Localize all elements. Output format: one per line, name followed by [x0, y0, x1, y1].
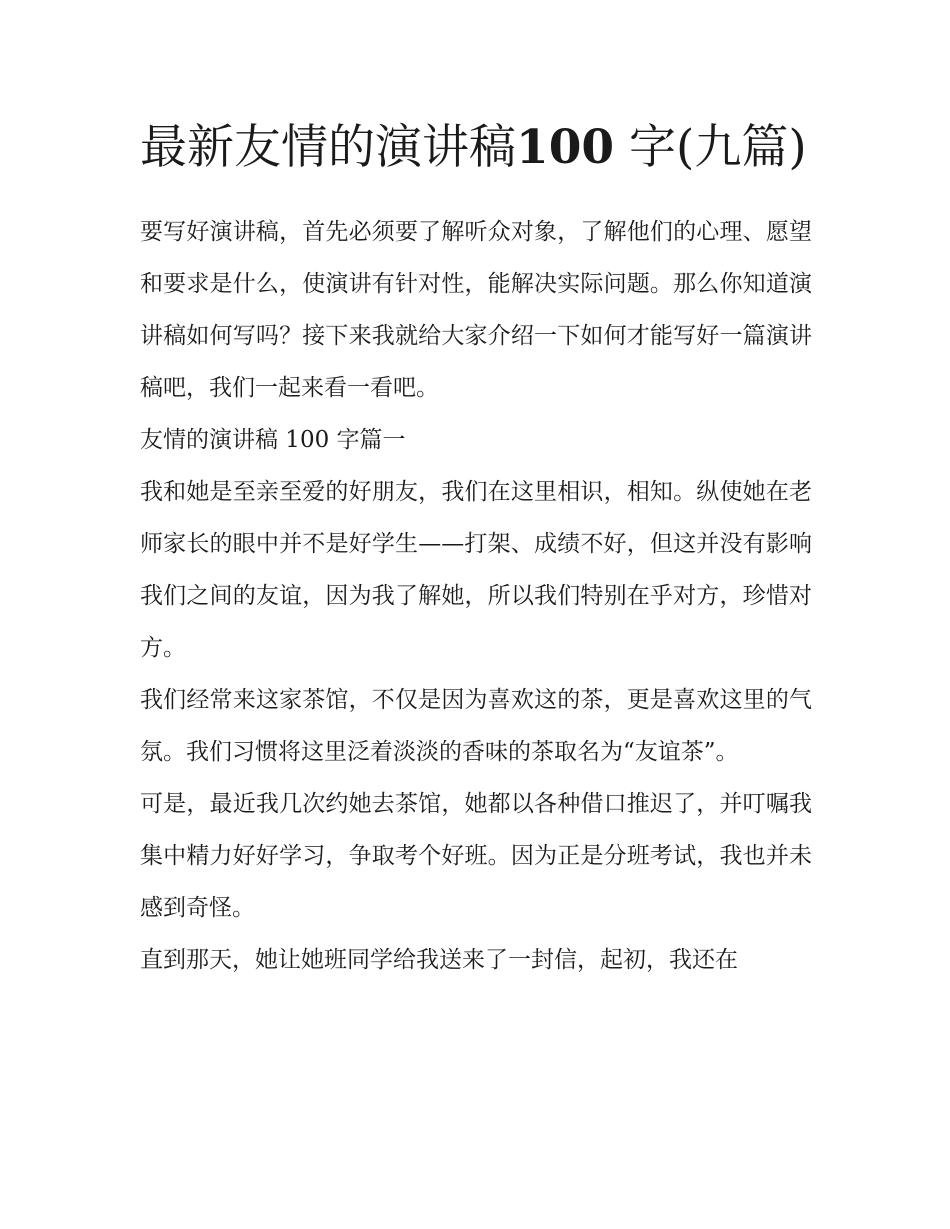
title-number: 100: [516, 120, 615, 175]
title-text-part2: 字(九篇): [614, 120, 807, 175]
section-heading: 友情的演讲稿 100 字篇一: [140, 427, 406, 453]
intro-paragraph: 要写好演讲稿，首先必须要了解听众对象，了解他们的心理、愿望和要求是什么，使演讲有针对性，能解决实际问题。那么你知道演讲稿如何写吗？接下来我就给大家介绍一下如何才能写好一篇演讲稿吧，我们一起来看一看吧。: [140, 219, 812, 401]
body-paragraph: 我们经常来这家茶馆，不仅是因为喜欢这的茶，更是喜欢这里的气氛。我们习惯将这里泛着淡淡的香味的茶取名为“友谊茶”。: [140, 687, 812, 765]
title-text-part1: 最新友情的演讲稿: [140, 120, 516, 175]
document-title: [140, 108, 812, 188]
body-paragraph: 可是，最近我几次约她去茶馆，她都以各种借口推迟了，并叮嘱我集中精力好好学习，争取考个好班。因为正是分班考试，我也并未感到奇怪。: [140, 791, 812, 921]
document-body: [140, 108, 812, 986]
body-paragraph: 直到那天，她让她班同学给我送来了一封信，起初，我还在: [140, 947, 738, 973]
body-paragraph: 我和她是至亲至爱的好朋友，我们在这里相识，相知。纵使她在老师家长的眼中并不是好学生——打架、成绩不好，但这并没有影响我们之间的友谊，因为我了解她，所以我们特别在乎对方，珍惜对方。: [140, 479, 812, 661]
